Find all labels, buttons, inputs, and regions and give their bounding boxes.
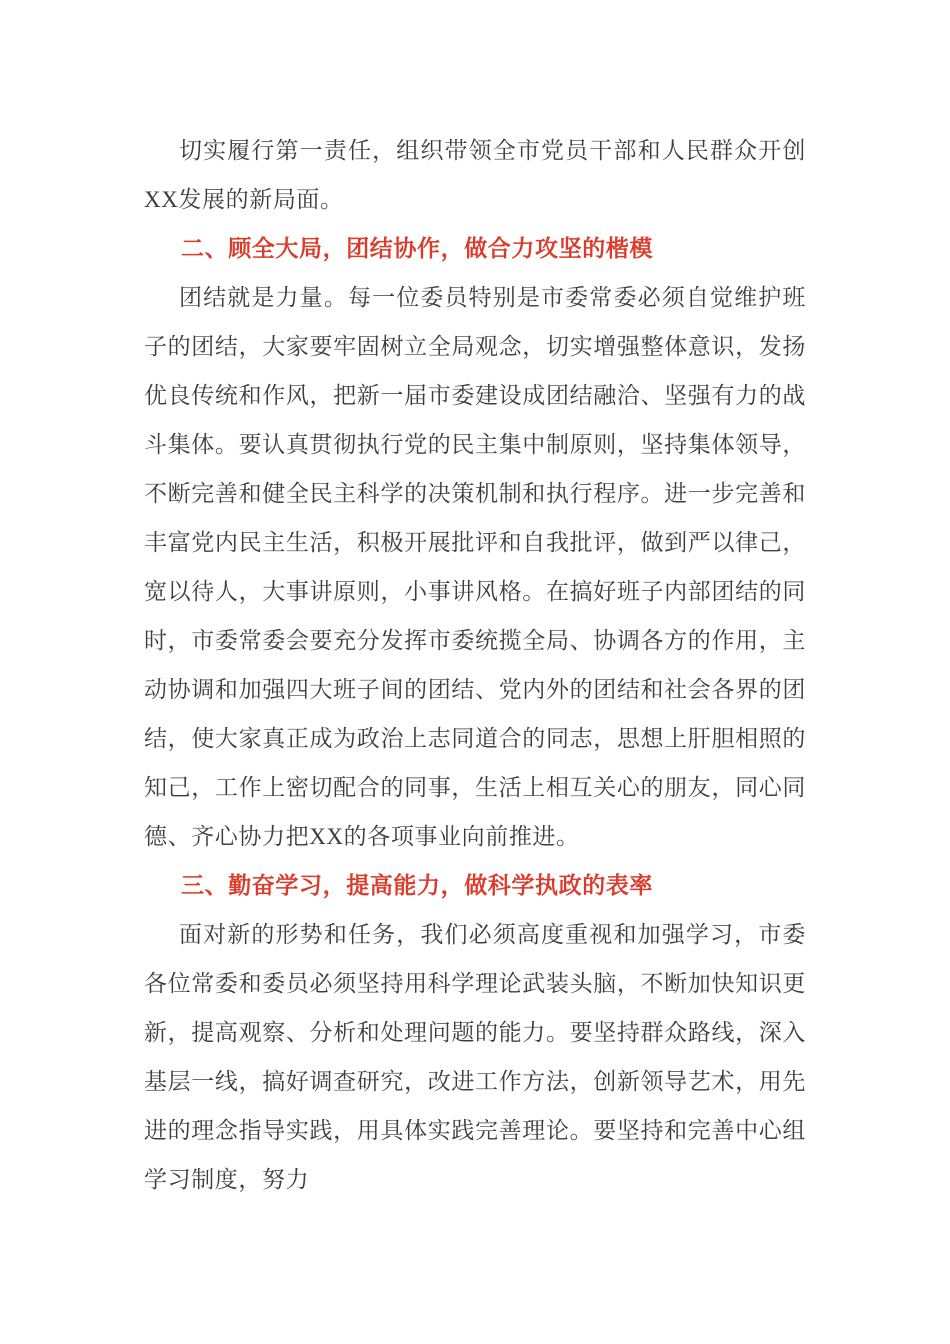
paragraph-study: 面对新的形势和任务，我们必须高度重视和加强学习，市委各位常委和委员必须坚持用科学理论武装头脑，不断加快知识更新，提高观察、分析和处理问题的能力。要坚持群众路线，深入基层一线，搞好调查研究，改进工作方法，创新领导艺术，用先进的理念指导实践，用具体实践完善理论。要坚持和完善中心组学习制度，努力 (144, 922, 806, 1192)
document-text-block (144, 126, 806, 1204)
section-heading-three: 三、勤奋学习，提高能力，做科学执政的表率 (181, 873, 653, 898)
paragraph-continuation: 切实履行第一责任，组织带领全市党员干部和人民群众开创XX发展的新局面。 (144, 138, 806, 212)
paragraph-unity: 团结就是力量。每一位委员特别是市委常委必须自觉维护班子的团结，大家要牢固树立全局观念，切实增强整体意识，发扬优良传统和作风，把新一届市委建设成团结融洽、坚强有力的战斗集体。要认真贯彻执行党的民主集中制原则，坚持集体领导，不断完善和健全民主科学的决策机制和执行程序。进一步完善和丰富党内民主生活，积极开展批评和自我批评，做到严以律己，宽以待人，大事讲原则，小事讲风格。在搞好班子内部团结的同时，市委常委会要充分发挥市委统揽全局、协调各方的作用，主动协调和加强四大班子间的团结、党内外的团结和社会各界的团结，使大家真正成为政治上志同道合的同志，思想上肝胆相照的知己，工作上密切配合的同事，生活上相互关心的朋友，同心同德、齐心协力把XX的各项事业向前推进。 (144, 285, 806, 849)
section-heading-two: 二、顾全大局，团结协作，做合力攻坚的楷模 (181, 236, 653, 261)
